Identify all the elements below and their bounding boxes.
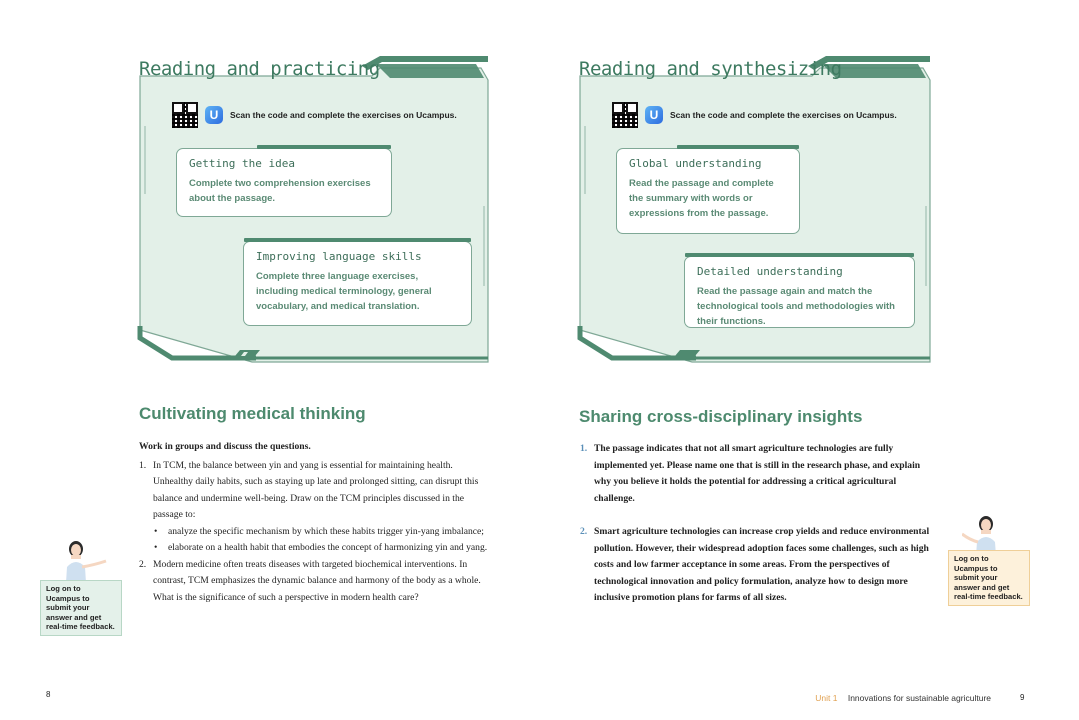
page-number-right: 9: [1020, 693, 1025, 702]
card-global-understanding[interactable]: [616, 148, 800, 234]
scan-instruction: Scan the code and complete the exercises on Ucampus.: [230, 110, 457, 120]
question-2: 2. Smart agriculture technologies can increase crop yields and reduce environmental pollution. However, their widespread adoption faces some challenges, such as high costs and low farmer acceptance in some areas. From the perspectives of technological innovation and policy formulation, analyze how to design more inclusive promotion plans for farms of all sizes.: [580, 526, 930, 603]
card-body: Complete three language exercises, including medical terminology, general vocabulary, and medical translation.: [256, 271, 432, 312]
discussion-intro: Work in groups and discuss the questions.: [139, 441, 311, 452]
card-detailed-understanding[interactable]: [684, 256, 915, 328]
running-footer: [815, 693, 991, 703]
helper-bubble: Log on to Ucampus to submit your answer and get real-time feedback.: [948, 550, 1030, 606]
question-text: Modern medicine often treats diseases with targeted biochemical interventions. In contrast, TCM emphasizes the dynamic balance and harmony of the body as a whole. What is the significance of such a perspective in modern health care?: [153, 558, 481, 603]
bullet-item: • analyze the specific mechanism by which these habits trigger yin-yang imbalance;: [139, 524, 491, 541]
left-section-title: Cultivating medical thinking: [139, 404, 366, 423]
question-text: Smart agriculture technologies can increase crop yields and reduce environmental pollution. However, their widespread adoption faces some challenges, such as high costs and low farmer acceptance in some areas. From the perspectives of technological innovation and policy formulation, analyze how to design more inclusive promotion plans for farms of all sizes.: [594, 526, 930, 603]
bullet-item: • elaborate on a health habit that embodies the concept of harmonizing yin and yang.: [139, 540, 491, 557]
helper-right[interactable]: [948, 508, 1034, 604]
qr-code-icon[interactable]: [172, 102, 198, 128]
left-scan-row: [172, 102, 457, 128]
question-text: The passage indicates that not all smart agriculture technologies are fully implemented yet. Please name one that is still in the research phase, and explain why you believe it holds the potential for addressing a critical agricultural challenge.: [594, 443, 921, 504]
card-body: Complete two comprehension exercises about the passage.: [189, 178, 371, 204]
right-discussion: [580, 441, 932, 607]
ucampus-logo-icon: U: [645, 106, 663, 124]
question-2: 2. Modern medicine often treats diseases with targeted biochemical interventions. In contrast, TCM emphasizes the dynamic balance and harmony of the body as a whole. What is the significance of such a perspective in modern health care?: [139, 558, 481, 603]
unit-title: Innovations for sustainable agriculture: [847, 693, 991, 703]
card-title: Improving language skills: [256, 250, 422, 263]
helper-left[interactable]: [40, 536, 126, 632]
helper-bubble: Log on to Ucampus to submit your answer and get real-time feedback.: [40, 580, 122, 636]
question-1: 1. In TCM, the balance between yin and yang is essential for maintaining health. Unhealthy daily habits, such as staying up late and prolonged sitting, can disrupt this balance and undermine well-being. Draw on the TCM principles discussed in the passage to:: [139, 459, 479, 520]
page-number-left: 8: [46, 690, 51, 699]
left-discussion: [139, 439, 491, 606]
scan-instruction: Scan the code and complete the exercises on Ucampus.: [670, 110, 897, 120]
card-body: Read the passage again and match the technological tools and methodologies with their functions.: [697, 286, 895, 327]
card-title: Getting the idea: [189, 157, 295, 170]
card-body: Read the passage and complete the summary with words or expressions from the passage.: [629, 178, 774, 219]
right-section-title: Sharing cross-disciplinary insights: [579, 407, 863, 426]
unit-label: Unit 1: [815, 693, 838, 703]
card-title: Global understanding: [629, 157, 762, 170]
qr-code-icon[interactable]: [612, 102, 638, 128]
left-panel-title: Reading and practicing: [139, 58, 380, 80]
question-text: In TCM, the balance between yin and yang is essential for maintaining health. Unhealthy daily habits, such as staying up late and prolonged sitting, can disrupt this balance and undermine well-being. Draw on the TCM principles discussed in the passage to:: [153, 459, 479, 520]
card-improving-language-skills[interactable]: [243, 241, 472, 326]
right-panel-title: Reading and synthesizing: [579, 58, 842, 80]
card-title: Detailed understanding: [697, 265, 843, 278]
ucampus-logo-icon: U: [205, 106, 223, 124]
question-1: 1. The passage indicates that not all smart agriculture technologies are fully implemented yet. Please name one that is still in the research phase, and explain why you believe it holds the potential for addressing a critical agricultural challenge.: [580, 443, 921, 504]
card-getting-the-idea[interactable]: [176, 148, 392, 217]
right-scan-row: [612, 102, 897, 128]
